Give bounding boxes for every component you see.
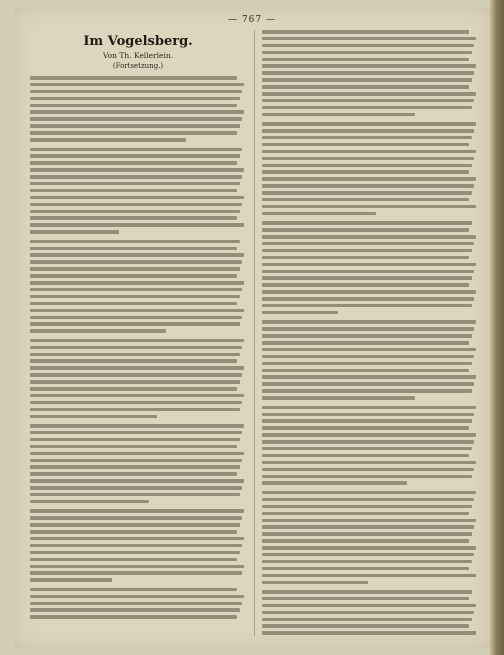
- text-line: [30, 558, 237, 562]
- text-line: [262, 198, 469, 202]
- text-line: [262, 341, 469, 345]
- text-line: [262, 631, 476, 635]
- text-line: [30, 608, 240, 612]
- text-line: [262, 283, 469, 287]
- text-line: [30, 588, 237, 592]
- text-line: [30, 500, 149, 504]
- text-line: [30, 288, 242, 292]
- text-line: [30, 182, 240, 186]
- text-line: [262, 334, 472, 338]
- text-line: [262, 389, 472, 393]
- text-line: [262, 242, 474, 246]
- text-line: [262, 546, 476, 550]
- text-line: [30, 571, 242, 575]
- text-line: [262, 618, 472, 622]
- text-line: [30, 346, 242, 350]
- text-line: [30, 189, 237, 193]
- text-line: [30, 175, 242, 179]
- text-line: [30, 97, 240, 101]
- text-line: [30, 353, 240, 357]
- text-line: [30, 366, 244, 370]
- text-line: [30, 110, 244, 114]
- text-line: [262, 532, 472, 536]
- text-line: [30, 578, 112, 582]
- text-line: [30, 479, 244, 483]
- text-line: [30, 302, 237, 306]
- text-line: [30, 595, 244, 599]
- text-line: [30, 316, 242, 320]
- text-line: [30, 530, 237, 534]
- text-line: [30, 260, 242, 264]
- text-line: [262, 481, 407, 485]
- newspaper-page: [14, 8, 490, 648]
- text-line: [262, 348, 476, 352]
- text-line: [262, 433, 476, 437]
- text-line: [262, 624, 469, 628]
- text-line: [262, 249, 472, 253]
- text-line: [262, 406, 476, 410]
- text-line: [262, 419, 472, 423]
- text-line: [30, 431, 242, 435]
- text-line: [262, 512, 469, 516]
- text-line: [30, 602, 242, 606]
- text-line: [30, 274, 237, 278]
- text-line: [30, 216, 237, 220]
- text-line: [30, 387, 237, 391]
- text-line: [262, 525, 474, 529]
- text-line: [30, 322, 240, 326]
- text-line: [30, 438, 240, 442]
- text-line: [262, 122, 476, 126]
- text-line: [262, 228, 469, 232]
- text-line: [30, 83, 244, 87]
- column-divider: [254, 30, 255, 636]
- text-line: [262, 375, 476, 379]
- text-line: [30, 408, 240, 412]
- text-line: [262, 184, 474, 188]
- text-line: [262, 567, 469, 571]
- text-line: [30, 445, 237, 449]
- text-line: [262, 143, 469, 147]
- text-line: [30, 230, 119, 234]
- text-line: [30, 493, 240, 497]
- text-line: [262, 58, 469, 62]
- text-line: [30, 131, 237, 135]
- text-line: [262, 270, 474, 274]
- text-line: [30, 516, 242, 520]
- text-line: [262, 235, 476, 239]
- text-line: [262, 191, 472, 195]
- text-line: [262, 461, 476, 465]
- text-line: [30, 415, 157, 419]
- text-line: [30, 394, 244, 398]
- left-column-text: [30, 76, 246, 619]
- text-line: [30, 523, 240, 527]
- text-line: [30, 380, 240, 384]
- text-line: [30, 223, 244, 227]
- text-line: [30, 203, 242, 207]
- text-line: [262, 136, 472, 140]
- text-line: [262, 44, 474, 48]
- text-line: [262, 396, 415, 400]
- text-line: [30, 196, 244, 200]
- text-line: [262, 212, 376, 216]
- text-line: [30, 210, 240, 214]
- text-line: [262, 597, 469, 601]
- text-line: [262, 553, 474, 557]
- text-line: [30, 148, 242, 152]
- text-line: [262, 505, 472, 509]
- text-line: [30, 401, 242, 405]
- right-column: [262, 30, 478, 636]
- text-line: [262, 205, 476, 209]
- text-line: [30, 459, 242, 463]
- text-line: [262, 475, 472, 479]
- text-line: [30, 76, 237, 80]
- text-line: [262, 221, 472, 225]
- text-line: [262, 519, 476, 523]
- text-line: [262, 581, 368, 585]
- text-line: [262, 170, 469, 174]
- text-line: [262, 590, 472, 594]
- text-line: [30, 247, 237, 251]
- text-line: [30, 154, 240, 158]
- text-line: [262, 85, 469, 89]
- text-line: [262, 37, 476, 41]
- text-line: [262, 327, 474, 331]
- text-line: [30, 168, 244, 172]
- text-line: [30, 124, 240, 128]
- text-line: [30, 615, 237, 619]
- text-line: [262, 51, 472, 55]
- text-line: [262, 30, 469, 34]
- text-line: [30, 373, 242, 377]
- text-line: [262, 369, 469, 373]
- left-column: [30, 30, 246, 636]
- text-line: [262, 539, 469, 543]
- book-spine: [490, 0, 504, 655]
- text-line: [262, 447, 472, 451]
- text-line: [262, 454, 469, 458]
- text-line: [30, 509, 244, 513]
- text-line: [262, 491, 476, 495]
- text-line: [30, 295, 240, 299]
- text-line: [262, 157, 474, 161]
- text-line: [262, 611, 474, 615]
- text-line: [262, 276, 472, 280]
- text-line: [262, 382, 474, 386]
- text-line: [262, 78, 472, 82]
- text-line: [262, 256, 469, 260]
- text-line: [262, 311, 338, 315]
- text-line: [262, 129, 474, 133]
- text-line: [30, 104, 237, 108]
- text-line: [30, 253, 244, 257]
- text-line: [30, 138, 186, 142]
- text-line: [30, 117, 242, 121]
- text-line: [262, 560, 472, 564]
- text-line: [262, 320, 476, 324]
- text-line: [30, 161, 237, 165]
- text-line: [30, 565, 244, 569]
- text-line: [30, 339, 244, 343]
- text-line: [262, 64, 476, 68]
- text-line: [262, 263, 476, 267]
- text-line: [262, 574, 476, 578]
- text-line: [262, 71, 474, 75]
- text-line: [262, 426, 469, 430]
- text-line: [30, 472, 237, 476]
- text-line: [30, 309, 244, 313]
- text-line: [262, 604, 476, 608]
- text-line: [262, 440, 474, 444]
- text-line: [30, 424, 244, 428]
- text-line: [262, 290, 476, 294]
- text-line: [30, 281, 244, 285]
- text-line: [262, 297, 474, 301]
- text-line: [30, 486, 242, 490]
- text-line: [262, 113, 415, 117]
- text-line: [262, 362, 472, 366]
- text-line: [30, 329, 166, 333]
- text-line: [30, 267, 240, 271]
- text-line: [262, 92, 476, 96]
- page-number: — 767 —: [228, 15, 276, 25]
- text-line: [262, 498, 474, 502]
- text-line: [262, 106, 472, 110]
- text-line: [30, 452, 244, 456]
- text-line: [30, 544, 242, 548]
- text-line: [30, 240, 240, 244]
- text-line: [262, 413, 474, 417]
- text-line: [262, 468, 474, 472]
- text-line: [30, 359, 237, 363]
- text-line: [262, 355, 474, 359]
- article-title: Im Vogelsberg.: [83, 34, 193, 49]
- text-line: [262, 99, 474, 103]
- text-line: [262, 164, 472, 168]
- text-line: [30, 537, 244, 541]
- article-byline: Von Th. Kellerlein.: [102, 51, 174, 60]
- text-line: [30, 90, 242, 94]
- text-line: [30, 551, 240, 555]
- text-line: [262, 150, 476, 154]
- text-line: [262, 177, 476, 181]
- text-line: [30, 465, 240, 469]
- right-column-text: [262, 30, 478, 635]
- text-line: [262, 304, 472, 308]
- article-continuation-note: (Fortsetzung.): [112, 62, 164, 70]
